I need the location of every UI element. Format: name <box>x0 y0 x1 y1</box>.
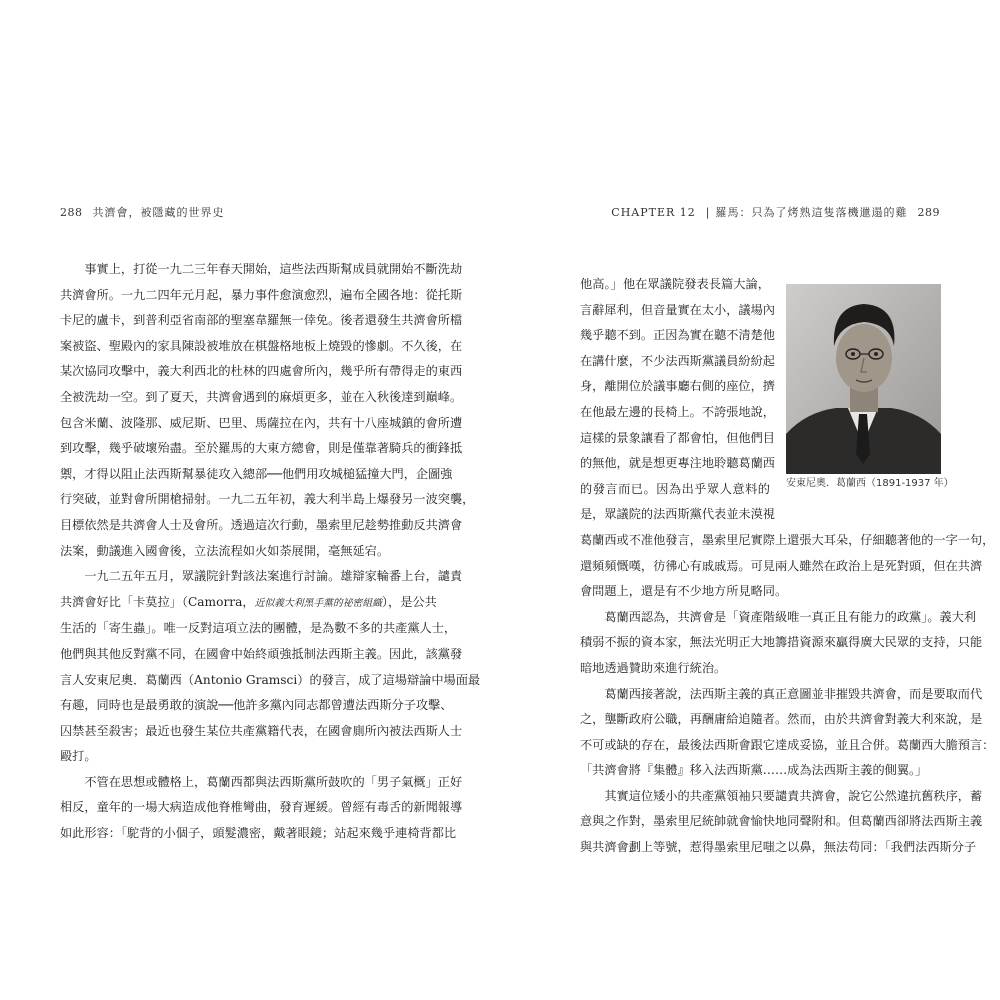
book-title-header: 共濟會，被隱藏的世界史 <box>92 206 225 219</box>
text-line: 目標依然是共濟會人士及會所。透過這次行動，墨索里尼趁勢推動反共濟會 <box>60 517 463 532</box>
text-line: 的無他，就是想更專注地聆聽葛蘭西 <box>580 456 775 471</box>
text-line: 案被盜、聖殿內的家具陳設被堆放在棋盤格地板上燒毀的慘劇。不久後，在 <box>60 338 463 353</box>
text-line: 葛蘭西接著說，法西斯主義的真正意圖並非摧毀共濟會，而是要取而代 <box>580 686 983 701</box>
text-line: 他們與其他反對黨不同，在國會中始終頑強抵制法西斯主義。因此，該黨發 <box>60 646 463 661</box>
text-line: 法案，動議進入國會後，立法流程如火如荼展開，毫無延宕。 <box>60 543 390 558</box>
text-line: 有趣，同時也是最勇敢的演說──他許多黨內同志都曾遭法西斯分子攻擊、 <box>60 698 453 713</box>
text-line: 某次協同攻擊中，義大利西北的杜林的四處會所內，幾乎所有帶得走的東西 <box>60 364 463 379</box>
text-line: 「共濟會將『集體』移入法西斯黨……成為法西斯主義的側翼。」 <box>580 763 928 778</box>
text-line: 包含米蘭、波隆那、威尼斯、巴里、馬薩拉在內，共有十八座城鎮的會所遭 <box>60 415 463 430</box>
inline-gloss: 近似義大利黑手黨的祕密組織 <box>254 597 382 609</box>
text-line: 卡尼的盧卡，到普利亞省南部的聖塞韋羅無一倖免。後者還發生共濟會所檔 <box>60 313 463 328</box>
text-line: 言人安東尼奧．葛蘭西（Antonio Gramsci）的發言，成了這場辯論中場面最 <box>60 672 481 687</box>
text-line: 的發言而已。因為出乎眾人意料的 <box>580 481 770 496</box>
text-line: 幾乎聽不到。正因為實在聽不清楚他 <box>580 328 775 343</box>
left-body-text <box>60 257 481 847</box>
wrapped-text-block <box>580 272 941 528</box>
text-line: 言辭犀利，但音量實在太小，議場內 <box>580 302 775 317</box>
text-line: 葛蘭西或不准他發言，墨索里尼實際上還張大耳朵，仔細聽著他的一字一句， <box>580 532 995 547</box>
chapter-label: CHAPTER 12 <box>611 206 696 219</box>
page-number-left: 288 <box>60 206 83 219</box>
header-separator: | <box>705 206 710 219</box>
text-line: 意與之作對，墨索里尼統帥就會愉快地同聲附和。但葛蘭西卻將法西斯主義 <box>580 814 983 829</box>
text-line: 會問題上，還是有不少地方所見略同。 <box>580 584 788 599</box>
text-segment: 共濟會好比「卡莫拉」（Camorra， <box>60 594 255 609</box>
text-line: 他高。」他在眾議院發表長篇大論， <box>580 277 770 291</box>
text-line: 如此形容：「駝背的小個子，頭髮濃密，戴著眼鏡；站起來幾乎連椅背都比 <box>60 826 457 841</box>
text-line: 全被洗劫一空。到了夏天，共濟會遇到的麻煩更多，並在入秋後達到巔峰。 <box>60 389 463 404</box>
chapter-title-header: 羅馬：只為了烤熟這隻落機邋遢的雞 <box>715 206 908 219</box>
text-line: 禦，才得以阻止法西斯幫暴徒攻入總部──他們用攻城槌猛撞大門，企圖強 <box>60 466 453 481</box>
text-line: 之，壟斷政府公職，再酬庸給追隨者。然而，由於共濟會對義大利來說，是 <box>580 712 983 727</box>
photo-caption: 安東尼奧．葛蘭西（1891-1937 年） <box>786 478 954 489</box>
left-running-head <box>60 204 225 220</box>
text-line-with-gloss <box>60 590 437 617</box>
text-line: 囚禁甚至殺害；最近也發生某位共產黨籍代表，在國會廁所內被法西斯人士 <box>60 723 463 738</box>
text-line: 在他最左邊的長椅上。不誇張地說， <box>580 404 775 419</box>
text-line: 生活的「寄生蟲」。唯一反對這項立法的團體，是為數不多的共產黨人士， <box>60 621 457 636</box>
page-number-right: 289 <box>917 206 940 219</box>
right-page <box>500 0 1000 1000</box>
text-line: 暗地透過贊助來進行統治。 <box>580 660 727 675</box>
text-line: 還頻頻慨嘆，彷彿心有戚戚焉。可見兩人雖然在政治上是死對頭，但在共濟 <box>580 558 983 573</box>
right-running-head <box>611 204 940 220</box>
text-line: 積弱不振的資本家，無法光明正大地籌措資源來贏得廣大民眾的支持，只能 <box>580 635 983 650</box>
text-line: 一九二五年五月，眾議院針對該法案進行討論。雄辯家輪番上台，譴責 <box>60 569 463 584</box>
text-line: 不管在思想或體格上，葛蘭西都與法西斯黨所鼓吹的「男子氣概」正好 <box>60 774 463 789</box>
text-line: 不可或缺的存在，最後法西斯會跟它達成妥協，並且合併。葛蘭西大膽預言： <box>580 737 995 752</box>
text-line: 到攻擊，幾乎破壞殆盡。至於羅馬的大東方總會，則是僅靠著騎兵的衝鋒抵 <box>60 441 463 456</box>
text-line: 在講什麼，不少法西斯黨議員紛紛起 <box>580 353 775 368</box>
text-line: 相反，童年的一場大病造成他脊椎彎曲，發育遲緩。曾經有毒舌的新聞報導 <box>60 800 463 815</box>
text-line: 事實上，打從一九二三年春天開始，這些法西斯幫成員就開始不斷洗劫 <box>60 262 463 276</box>
text-line: 身，離開位於議事廳右側的座位，擠 <box>580 379 775 394</box>
text-line: 毆打。 <box>60 749 97 764</box>
text-line: 行突破，並對會所開槍掃射。一九二五年初，義大利半島上爆發另一波突襲， <box>60 492 475 507</box>
text-segment: ），是公共 <box>381 594 437 609</box>
text-line: 是，眾議院的法西斯黨代表並未漠視 <box>580 507 775 522</box>
text-line: 這樣的景象讓看了都會怕，但他們目 <box>580 430 775 445</box>
text-line: 與共濟會劃上等號，惹得墨索里尼嗤之以鼻，無法苟同：「我們法西斯分子 <box>580 840 977 855</box>
text-line: 葛蘭西認為，共濟會是「資產階級唯一真正且有能力的政黨」。義大利 <box>580 609 977 624</box>
text-line: 其實這位矮小的共產黨領袖只要譴責共濟會，說它公然違抗舊秩序，蓄 <box>580 788 983 803</box>
text-line: 共濟會所。一九二四年元月起，暴力事件愈演愈烈，遍布全國各地：從托斯 <box>60 287 463 302</box>
right-body-text <box>580 272 995 861</box>
